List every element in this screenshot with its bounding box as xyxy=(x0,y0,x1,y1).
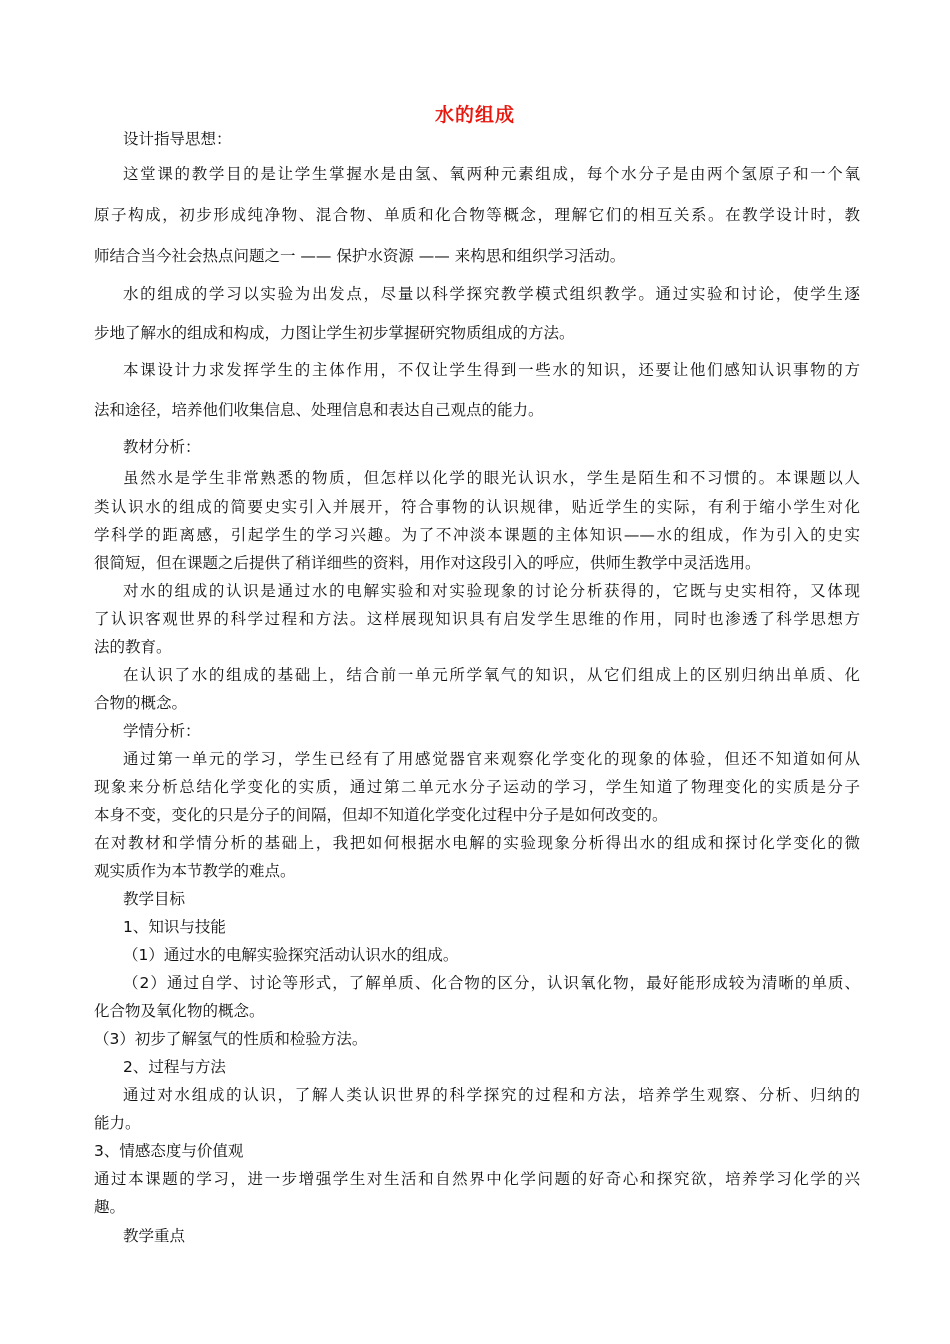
list-item-continuation: 化合物及氧化物的概念。 xyxy=(94,1002,265,1020)
paragraph-line: 本身不变，变化的只是分子的间隔，但却不知道化学变化过程中分子是如何改变的。 xyxy=(94,806,668,824)
paragraph-line: 通过本课题的学习，进一步增强学生对生活和自然界中化学问题的好奇心和探究欲，培养学习化学的兴 xyxy=(94,1170,860,1188)
heading-teaching-goals: 教学目标 xyxy=(123,890,186,908)
paragraph-line: 水的组成的学习以实验为出发点，尽量以科学探究教学模式组织教学。通过实验和讨论，使学生逐 xyxy=(123,285,860,303)
heading-material-analysis: 教材分析： xyxy=(123,438,201,456)
heading-design-idea: 设计指导思想： xyxy=(123,130,232,148)
paragraph-line: 师结合当今社会热点问题之一 —— 保护水资源 —— 来构思和组织学习活动。 xyxy=(94,247,626,265)
paragraph-line: 本课设计力求发挥学生的主体作用，不仅让学生得到一些水的知识，还要让他们感知认识事物的方 xyxy=(123,361,860,379)
paragraph-line: 法和途径，培养他们收集信息、处理信息和表达自己观点的能力。 xyxy=(94,401,544,419)
paragraph-line: 能力。 xyxy=(94,1114,141,1132)
list-item: （3）初步了解氢气的性质和检验方法。 xyxy=(94,1030,368,1048)
subheading-attitude: 3、情感态度与价值观 xyxy=(94,1142,244,1160)
paragraph-line: 学科学的距离感，引起学生的学习兴趣。为了不冲淡本课题的主体知识——水的组成，作为引入的史实 xyxy=(94,526,860,544)
heading-teaching-focus: 教学重点 xyxy=(123,1227,186,1245)
paragraph-line: 合物的概念。 xyxy=(94,694,188,712)
subheading-process: 2、过程与方法 xyxy=(123,1058,226,1076)
paragraph-line: 趣。 xyxy=(94,1198,126,1216)
paragraph-line: 类认识水的组成的简要史实引入并展开，符合事物的认识规律，贴近学生的实际，有利于缩小学生对化 xyxy=(94,498,860,516)
paragraph-line: 这堂课的教学目的是让学生掌握水是由氢、氧两种元素组成，每个水分子是由两个氢原子和一个氧 xyxy=(123,165,860,183)
list-item: （1）通过水的电解实验探究活动认识水的组成。 xyxy=(123,946,459,964)
paragraph-line: 步地了解水的组成和构成，力图让学生初步掌握研究物质组成的方法。 xyxy=(94,324,575,342)
paragraph-line: 观实质作为本节教学的难点。 xyxy=(94,862,296,880)
page-title: 水的组成 xyxy=(434,104,515,126)
paragraph-line: 法的教育。 xyxy=(94,638,172,656)
heading-student-analysis: 学情分析： xyxy=(123,722,201,740)
subheading-knowledge: 1、知识与技能 xyxy=(123,918,226,936)
paragraph-line: 在认识了水的组成的基础上，结合前一单元所学氧气的知识，从它们组成上的区别归纳出单质、化 xyxy=(123,666,860,684)
paragraph-line: 现象来分析总结化学变化的实质，通过第二单元水分子运动的学习，学生知道了物理变化的实质是分子 xyxy=(94,778,860,796)
paragraph-line: 在对教材和学情分析的基础上，我把如何根据水电解的实验现象分析得出水的组成和探讨化学变化的微 xyxy=(94,834,860,852)
paragraph-line: 通过对水组成的认识，了解人类认识世界的科学探究的过程和方法，培养学生观察、分析、归纳的 xyxy=(123,1086,860,1104)
paragraph-line: 虽然水是学生非常熟悉的物质，但怎样以化学的眼光认识水，学生是陌生和不习惯的。本课题以人 xyxy=(123,469,860,487)
list-item: （2）通过自学、讨论等形式，了解单质、化合物的区分，认识氧化物，最好能形成较为清晰的单质、 xyxy=(123,974,860,992)
paragraph-line: 通过第一单元的学习，学生已经有了用感觉器官来观察化学变化的现象的体验，但还不知道如何从 xyxy=(123,750,860,768)
paragraph-line: 原子构成，初步形成纯净物、混合物、单质和化合物等概念，理解它们的相互关系。在教学设计时，教 xyxy=(94,206,860,224)
paragraph-line: 了认识客观世界的科学过程和方法。这样展现知识具有启发学生思维的作用，同时也渗透了科学思想方 xyxy=(94,610,860,628)
paragraph-line: 对水的组成的认识是通过水的电解实验和对实验现象的讨论分析获得的，它既与史实相符，又体现 xyxy=(123,582,860,600)
paragraph-line: 很简短，但在课题之后提供了稍详细些的资料，用作对这段引入的呼应，供师生教学中灵活选用。 xyxy=(94,554,761,572)
